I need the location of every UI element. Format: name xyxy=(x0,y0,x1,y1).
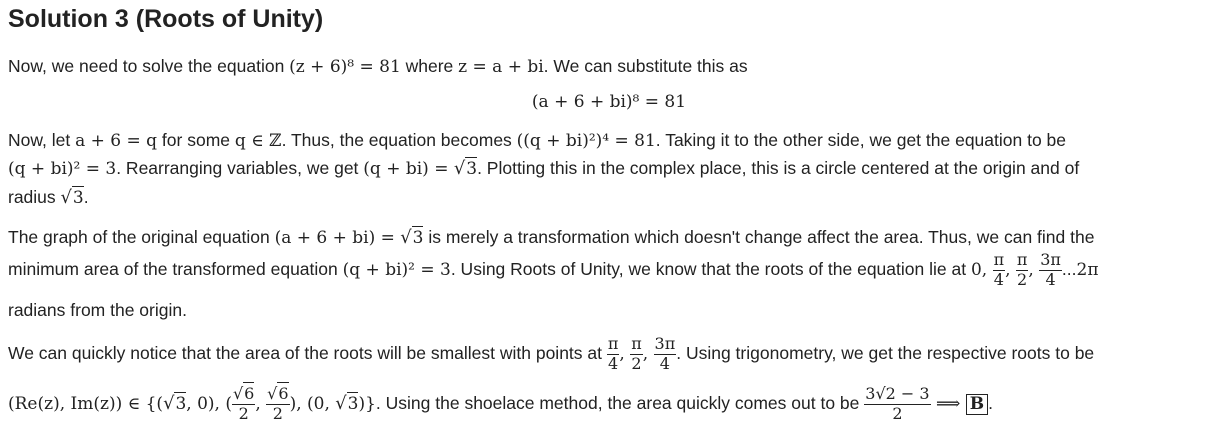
paragraph-2-line-1 xyxy=(8,130,1066,151)
denominator: 4 xyxy=(654,354,677,373)
text: . Plotting this in the complex place, this is a circle centered at the origin and of xyxy=(477,158,1080,178)
math-inline: (z + 6)⁸ = 81 xyxy=(289,57,401,77)
text: . xyxy=(83,187,89,207)
math-inline: ), (0, xyxy=(289,393,336,414)
text: . Thus, the equation becomes xyxy=(281,130,517,150)
math-inline: (q + bi) = xyxy=(363,159,454,179)
denominator: 4 xyxy=(608,353,619,373)
math-inline: (q + bi)² = 3 xyxy=(8,159,117,179)
paragraph-1 xyxy=(8,56,748,77)
numerator: 3√2 − 3 xyxy=(865,384,930,403)
text: The graph of the original equation xyxy=(8,227,275,247)
denominator: 4 xyxy=(1039,270,1062,289)
sqrt: √6 xyxy=(232,384,255,403)
math-inline: a + 6 = q xyxy=(75,131,158,151)
numerator: 3π xyxy=(654,334,676,353)
paragraph-2-line-3 xyxy=(8,187,89,208)
implies-arrow: ⟹ xyxy=(930,393,966,414)
text: . Using the shoelace method, the area quickly comes out to be xyxy=(375,392,865,413)
text: . Using Roots of Unity, we know that the roots of the equation lie at xyxy=(450,258,971,279)
text: We can quickly notice that the area of the roots will be smallest with points at xyxy=(8,342,607,363)
display-equation: (a + 6 + bi)⁸ = 81 xyxy=(531,92,687,112)
paragraph-4-line-2 xyxy=(8,386,993,423)
text: where xyxy=(400,56,459,76)
fraction xyxy=(864,386,930,423)
denominator: 2 xyxy=(864,404,930,423)
denominator: 2 xyxy=(266,404,289,423)
denominator: 2 xyxy=(1017,269,1028,289)
radicand: 3 xyxy=(347,393,359,414)
text: Now, we need to solve the equation xyxy=(8,56,290,76)
math-inline: (Re(z), Im(z)) ∈ {( xyxy=(8,393,164,414)
radicand: 6 xyxy=(244,384,255,403)
math-inline: )} xyxy=(358,393,376,414)
fraction xyxy=(1039,252,1062,289)
paragraph-4-line-1: We can quickly notice that the area of the roots will be smallest with points at $\frac{\pi}{4}$ , $\frac{\pi}{2}$ , $\frac{3\pi}{4}$ . Using trigonometry, we get the respective roots to be xyxy=(8,334,1095,373)
text: . Rearranging variables, we get xyxy=(116,158,364,178)
answer-box: B xyxy=(966,394,988,415)
text: radians from the origin. xyxy=(8,300,187,320)
radicand: 3 xyxy=(412,228,424,248)
text: Now, let xyxy=(8,130,76,150)
fraction xyxy=(993,252,1006,289)
fraction xyxy=(654,336,677,373)
fraction xyxy=(630,336,643,373)
text: radius xyxy=(8,187,61,207)
paragraph-3-line-2: minimum area of the transformed equation (q + bi)² = 3. Using Roots of Unity, we know that the roots of the equation lie at 0, $\frac{\pi}{4}$ , $\frac{\pi}{2}$ , $\frac{3\pi}{4}$ ...2π xyxy=(8,250,1099,289)
text: . Using trigonometry, we get the respective roots to be xyxy=(676,342,1095,363)
paragraph-3-line-3 xyxy=(8,300,187,321)
ellipsis: ... xyxy=(1061,258,1077,279)
numerator: π xyxy=(607,334,619,353)
numerator: π xyxy=(631,334,642,353)
text: . xyxy=(988,392,994,413)
text: minimum area of the transformed equation xyxy=(8,258,343,279)
math-inline: q ∈ ℤ xyxy=(234,131,282,151)
fraction xyxy=(232,386,255,423)
numerator: π xyxy=(993,250,1005,269)
denominator: 2 xyxy=(232,404,255,423)
math-inline: (q + bi)² = 3 xyxy=(342,259,451,280)
numerator: π xyxy=(1016,250,1028,269)
paragraph-3-line-1 xyxy=(8,227,1094,248)
sqrt: √3 xyxy=(60,187,84,208)
radicand: 6 xyxy=(278,384,289,403)
fraction xyxy=(266,386,289,423)
sqrt: √3 xyxy=(400,227,424,248)
fraction xyxy=(607,336,620,373)
text: for some xyxy=(157,130,235,150)
math-inline: , 0), ( xyxy=(186,393,232,414)
radicand: 3 xyxy=(175,393,187,414)
text: . We can substitute this as xyxy=(543,56,748,76)
numerator: 3π xyxy=(1040,250,1061,269)
sqrt: √3 xyxy=(453,158,478,179)
text: . Taking it to the other side, we get the equation to be xyxy=(655,130,1067,150)
radicand: 3 xyxy=(466,159,478,179)
math-inline: 2π xyxy=(1076,259,1099,280)
denominator: 4 xyxy=(993,269,1004,289)
math-inline: ((q + bi)²)⁴ = 81 xyxy=(516,131,656,151)
solution-heading: Solution 3 (Roots of Unity) xyxy=(8,5,324,33)
paragraph-2-line-2 xyxy=(8,158,1079,179)
math-inline: (a + 6 + bi) = xyxy=(274,228,401,248)
denominator: 2 xyxy=(631,353,642,373)
fraction xyxy=(1016,252,1029,289)
math-inline: z = a + bi xyxy=(458,57,544,77)
sqrt: √3 xyxy=(335,392,359,414)
radicand: 3 xyxy=(72,188,84,208)
math-inline: 0, xyxy=(970,259,993,280)
math-inline: , xyxy=(255,393,267,414)
sqrt: √6 xyxy=(267,384,289,403)
sqrt: √3 xyxy=(163,392,187,414)
text: is merely a transformation which doesn't change affect the area. Thus, we can find the xyxy=(423,227,1095,247)
